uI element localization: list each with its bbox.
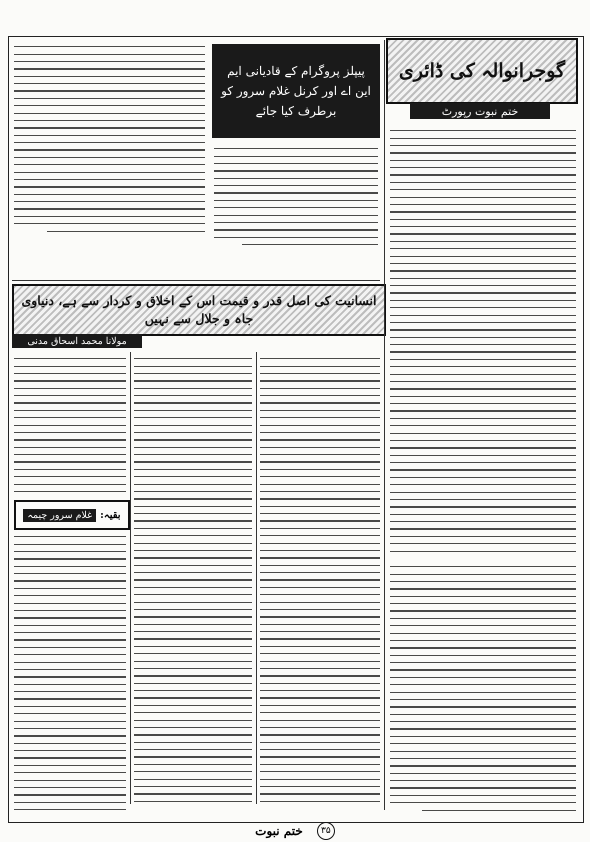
column-rule (130, 352, 131, 804)
ppp-headline: پیپلز پروگرام کے قادیانی ایم این اے اور کرنل غلام سرور کو برطرف کیا جائے (221, 64, 371, 118)
morals-column-left (12, 352, 128, 496)
remainder-label: بقیہ: (100, 509, 121, 521)
magazine-name: ختم نبوت (255, 824, 303, 838)
remainder-name: غلام سرور چیمہ (23, 509, 96, 522)
column-rule (256, 352, 257, 804)
ppp-headline-box (212, 44, 380, 138)
page-footer (0, 822, 590, 840)
diary-column-bottom (388, 560, 578, 812)
diary-column-top (388, 124, 578, 554)
diary-byline: ختم نبوت رپورٹ (410, 103, 550, 119)
page-number: ۳۵ (317, 822, 335, 840)
main-column-rule (384, 40, 385, 810)
ppp-article-text (212, 142, 380, 276)
morals-headline-box (12, 284, 386, 336)
remainder-column-text (12, 530, 128, 812)
diary-title-box (386, 38, 578, 104)
diary-title: گوجرانوالہ کی ڈائری (398, 60, 566, 82)
top-left-column-text (12, 40, 207, 276)
morals-headline: انسانیت کی اصل قدر و قیمت اس کے اخلاق و کردار سے ہے، دنیاوی جاہ و جلال سے نہیں (21, 293, 377, 326)
top-section-divider (12, 280, 380, 281)
morals-column-right (258, 352, 382, 804)
morals-author: مولانا محمد اسحاق مدنی (12, 334, 142, 348)
morals-column-middle (132, 352, 254, 804)
remainder-heading-box (14, 500, 130, 530)
